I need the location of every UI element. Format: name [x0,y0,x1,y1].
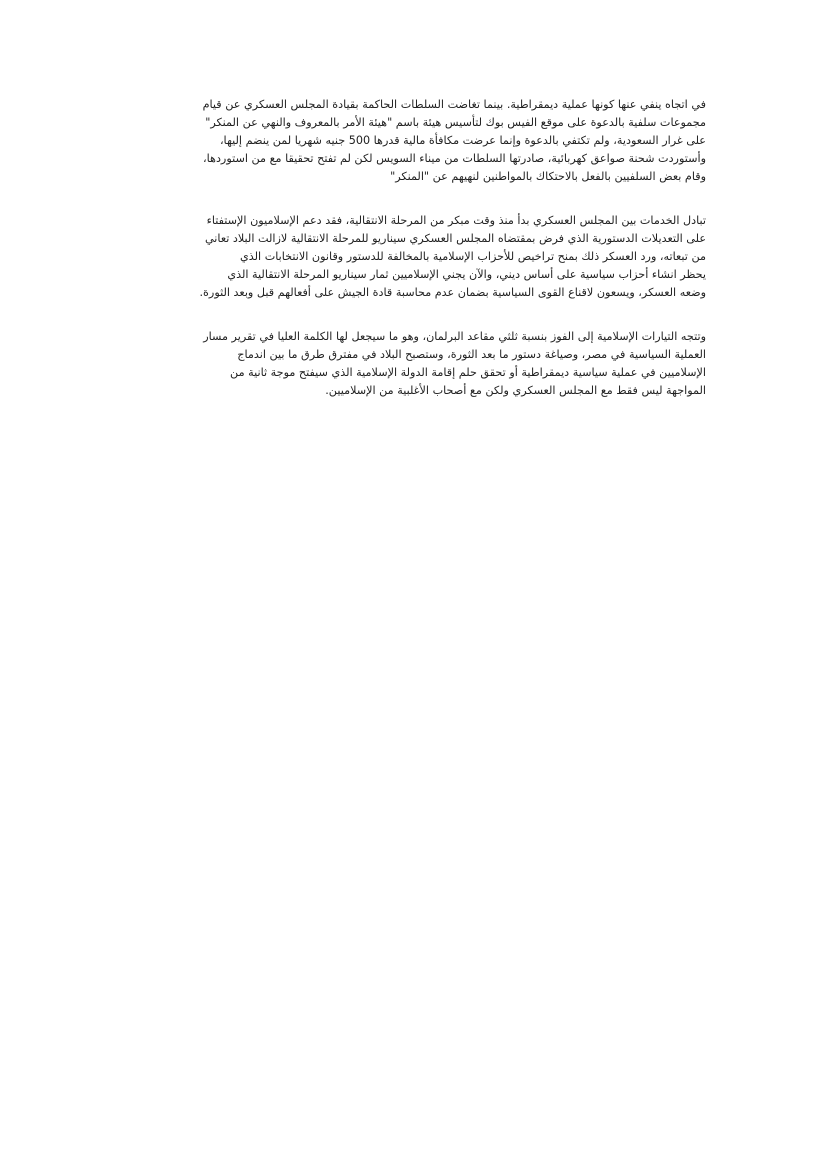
text-line: العملية السياسية في مصر، وصياغة دستور ما بعد الثورة، وستصبح البلاد في مفترق طرق ما بين اندماج [237,348,706,361]
text-line: وقام بعض السلفيين بالفعل بالاحتكاك بالمواطنين لنهيهم عن "المنكر" [390,170,706,183]
paragraph-2 [124,212,706,302]
text-line: المواجهة ليس فقط مع المجلس العسكري ولكن مع أصحاب الأغلبية من الإسلاميين. [325,384,706,397]
text-line: تبادل الخدمات بين المجلس العسكري بدأ منذ وقت مبكر من المرحلة الانتقالية، فقد دعم الإسلاميون الإستفتاء [206,214,706,227]
text-line: الإسلاميين في عملية سياسية ديمقراطية أو تحقق حلم إقامة الدولة الإسلامية الذي سيفتح موجة ثانية من [230,366,706,379]
text-line: وأستوردت شحنة صواعق كهربائية، صادرتها السلطات من ميناء السويس لكن لم تفتح تحقيقا مع من استوردها، [203,152,706,165]
paragraph-1 [124,96,706,186]
text-line: من تبعاته، ورد العسكر ذلك بمنح تراخيص للأحزاب الإسلامية بالمخالفة للدستور وقانون الانتخابات الذي [240,250,706,263]
text-line: على غرار السعودية، ولم تكتفي بالدعوة وإنما عرضت مكافأة مالية قدرها 500 جنيه شهريا لمن ينضم إليها، [219,134,706,147]
text-line: وتتجه التيارات الإسلامية إلى الفوز بنسبة ثلثي مقاعد البرلمان، وهو ما سيجعل لها الكلمة العليا في تقرير مسار [203,330,706,343]
article-body [124,96,706,426]
text-line: مجموعات سلفية بالدعوة على موقع الفيس بوك لتأسيس هيئة باسم "هيئة الأمر بالمعروف والنهي عن المنكر" [205,116,706,129]
text-line: على التعديلات الدستورية الذي فرض بمقتضاه المجلس العسكري سيناريو للمرحلة الانتقالية لازالت البلاد تعاني [204,232,706,245]
text-line: يحظر انشاء أحزاب سياسية على أساس ديني، والآن يجني الإسلاميين ثمار سيناريو المرحلة الانتقالية الذي [227,268,706,281]
text-line: وضعه العسكر، ويسعون لاقناع القوى السياسية بضمان عدم محاسبة قادة الجيش على أفعالهم قبل وبعد الثورة. [199,286,706,299]
paragraph-3 [124,328,706,400]
text-line: في اتجاه ينفي عنها كونها عملية ديمقراطية. بينما تغاضت السلطات الحاكمة بقيادة المجلس العسكري عن قيام [202,98,706,111]
